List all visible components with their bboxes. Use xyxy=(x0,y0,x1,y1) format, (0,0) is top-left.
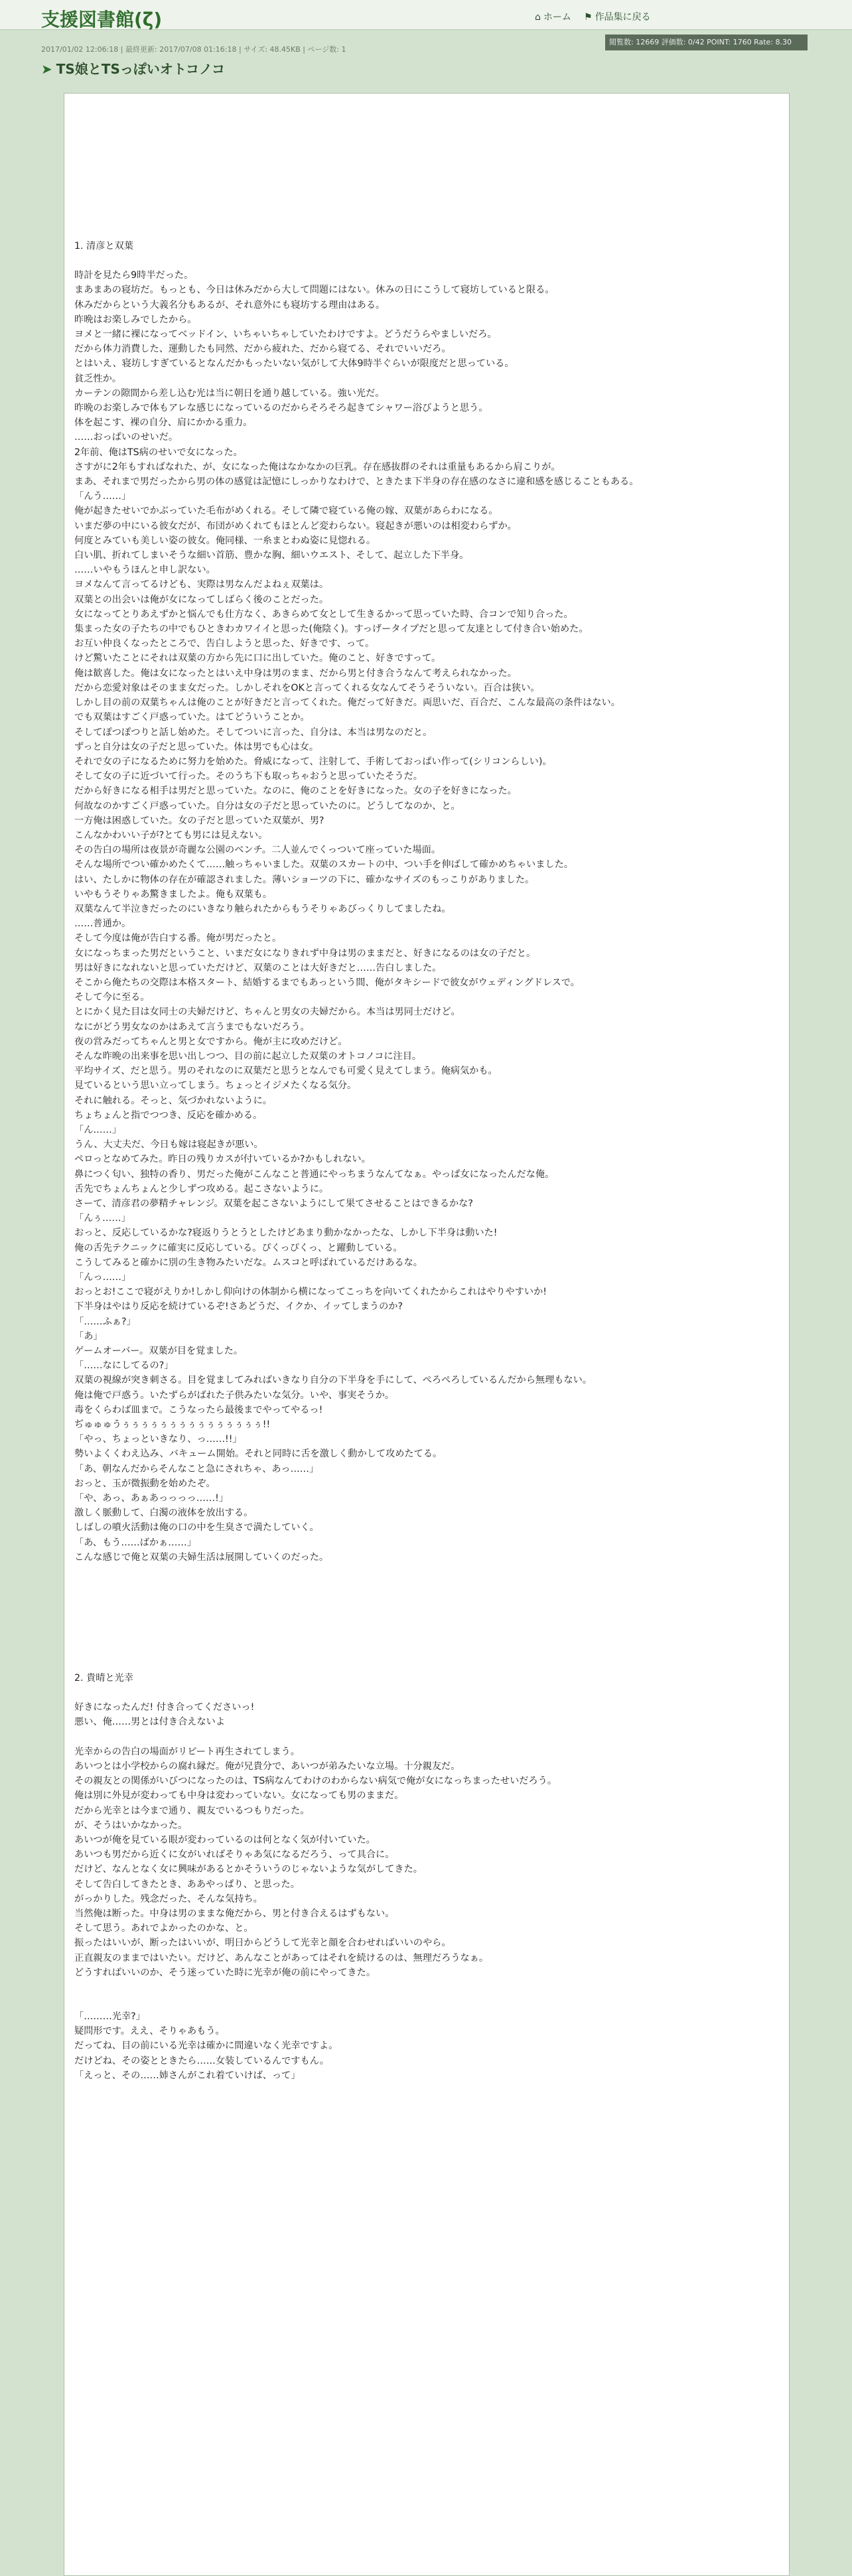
story-line: 「んぅ……」 xyxy=(74,1213,131,1224)
story-line: とにかく見た目は女同士の夫婦だけど、ちゃんと男女の夫婦だから。本当は男同士だけど。 xyxy=(74,1007,461,1018)
story-line: 双葉なんて半泣きだったのにいきなり触られたからもうそりゃあびっくりしてましたね。 xyxy=(74,903,451,914)
story-line: 悪い、俺……男とは付き合えないよ xyxy=(74,1717,226,1728)
story-line: 双葉の視線が突き刺さる。目を覚ましてみればいきなり自分の下半身を手にして、ぺろぺろしているんだから無理もない。 xyxy=(74,1375,593,1386)
story-line: まあまあの寝坊だ。もっとも、今日は休みだから大して問題にはない。休みの日にこうして寝坊していると限る。 xyxy=(74,285,555,296)
story-line: そして今度は俺が告白する番。俺が男だったと。 xyxy=(74,933,282,944)
story-line: 白い肌、折れてしまいそうな細い首筋、豊かな胸、細いウエスト、そして、起立した下半身。 xyxy=(74,550,469,561)
story-line: とはいえ、寝坊しすぎているとなんだかもったいない気がして大体9時半ぐらいが限度だと思っている。 xyxy=(74,358,514,370)
story-line: 当然俺は断った。中身は男のままな俺だから、男と付き合えるはずもない。 xyxy=(74,1908,395,1919)
story-line: そして告白してきたとき、ああやっぱり、と思った。 xyxy=(74,1879,300,1890)
story-line: だから恋愛対象はそのまま女だった。しかしそれをOKと言ってくれる女なんてそうそういない。百合は狭い。 xyxy=(74,682,540,693)
story-line: 昨晩のお楽しみで体もアレな感じになっているのだからそろそろ起きてシャワー浴びようと思う。 xyxy=(74,403,488,414)
story-line: ……いやもうほんと申し訳ない。 xyxy=(74,565,216,576)
story-line: 振ったはいいが、断ったはいいが、明日からどうして光幸と顔を合わせればいいのやら。 xyxy=(74,1938,451,1949)
story-line: そんな場所でつい確かめたくて……触っちゃいました。双葉のスカートの中、つい手を伸ばして確かめちゃいました。 xyxy=(74,859,573,871)
story-line: 俺が起きたせいでかぶっていた毛布がめくれる。そして隣で寝ている俺の嫁、双葉があらわになる。 xyxy=(74,506,498,517)
story-line: ゲームオーバー。双葉が目を覚ました。 xyxy=(74,1346,244,1357)
story-line: 「……なにしてるの?」 xyxy=(74,1360,174,1372)
chevron-right-icon: ➤ xyxy=(41,61,52,77)
story-line: 俺の舌先テクニックに確実に反応している。ぴくっぴくっ、と躍動している。 xyxy=(74,1242,403,1253)
story-line: 勢いよくくわえ込み、バキューム開始。それと同時に舌を激しく動かして攻めたてる。 xyxy=(74,1449,443,1460)
story-line: だから好きになる相手は男だと思っていた。なのに、俺のことを好きになった。女の子を好きになった。 xyxy=(74,786,517,797)
story-line: ペロっとなめてみた。昨日の残りカスが付いているか?かもしれない。 xyxy=(74,1154,371,1165)
story-line: 体を起こす、裸の自分、肩にかかる重力。 xyxy=(74,417,253,429)
story-line: それで女の子になるために努力を始めた。脅威になって、注射して、手術しておっぱい作って(シリコンらしい)。 xyxy=(74,756,552,767)
post-meta: 2017/01/02 12:06:18 | 最終更新: 2017/07/08 01:16:18 | サイズ: 48.45KB | ページ数: 1 xyxy=(41,45,346,54)
story-line: 俺は別に外見が変わっても中身は変わっていない。女になっても男のままだ。 xyxy=(74,1790,404,1802)
story-line: が、そうはいかなかった。 xyxy=(74,1820,188,1831)
story-line: 時計を見たら9時半だった。 xyxy=(74,270,194,281)
story-line: 疑問形です。ええ、そりゃあもう。 xyxy=(74,2026,225,2037)
story-line: あいつとは小学校からの腐れ縁だ。俺が兄貴分で、あいつが弟みたいな立場。十分親友だ。 xyxy=(74,1760,461,1772)
story-line: ヨメなんて言ってるけども、実際は男なんだよねぇ双葉は。 xyxy=(74,579,329,591)
document-title xyxy=(41,58,225,78)
story-line: 「あ、朝なんだからそんなこと急にされちゃ、あっ……」 xyxy=(74,1463,319,1474)
story-line: さすがに2年もすればなれた、が、女になった俺はなかなかの巨乳。存在感抜群のそれは重量もあるから肩こりが。 xyxy=(74,461,561,472)
back-to-collection-link[interactable] xyxy=(584,10,651,23)
story-line: しばしの噴火活動は俺の口の中を生臭さで満たしていく。 xyxy=(74,1522,319,1534)
story-line: こんな感じで俺と双葉の夫婦生活は展開していくのだった。 xyxy=(74,1551,329,1563)
story-line: どうすればいいのか、そう迷っていた時に光幸が俺の前にやってきた。 xyxy=(74,1967,376,1978)
site-title[interactable]: 支援図書館(ζ) xyxy=(41,9,163,31)
story-line: ぢゅゅゅうぅぅぅぅぅぅぅぅぅぅぅぅぅぅぅ!! xyxy=(74,1419,271,1431)
story-line: 光幸からの告白の場面がリピート再生されてしまう。 xyxy=(74,1746,300,1757)
story-line: そしてぽつぽつりと話し始めた。そしてついに言った、自分は、本当は男なのだと。 xyxy=(74,727,433,738)
story-line: あいつも男だから近くに女がいればそりゃあ気になるだろう、って具合に。 xyxy=(74,1849,395,1861)
story-line: 「………光幸?」 xyxy=(74,2011,145,2022)
story-line: しかし目の前の双葉ちゃんは俺のことが好きだと言ってくれた。俺だって好きだ。両思いだ、百合だ、こんな最高の条件はない。 xyxy=(74,697,620,709)
home-link-label: ホーム xyxy=(543,12,571,23)
story-line: さーて、清彦君の夢精チャレンジ。双葉を起こさないようにして果てさせることはできるかな? xyxy=(74,1198,473,1209)
story-line: 正直親友のままではいたい。だけど、あんなことがあってはそれを続けるのは、無理だろうなぁ。 xyxy=(74,1952,489,1964)
story-line: ……普通か。 xyxy=(74,918,131,930)
story-line: だから光幸とは今まで通り、親友でいるつもりだった。 xyxy=(74,1805,310,1816)
story-line: はい、たしかに物体の存在が確認されました。薄いショーツの下に、確かなサイズのもっこりがありました。 xyxy=(74,874,535,885)
story-line: なにがどう男女なのかはあえて言うまでもないだろう。 xyxy=(74,1021,310,1033)
story-line: だけどね、その姿とときたら……女装しているんですもん。 xyxy=(74,2055,329,2066)
story-line: 毒をくらわば皿まで。こうなったら最後までやってやるっ! xyxy=(74,1404,323,1415)
story-line: 双葉との出会いは俺が女になってしばらく後のことだった。 xyxy=(74,594,329,605)
story-line: 下半身はやはり反応を続けているぞ!さあどうだ、イクか、イッてしまうのか? xyxy=(74,1301,403,1313)
story-line: 「や、あっ、あぁあっっっっ……!」 xyxy=(74,1493,228,1504)
story-line: 女になってとりあえずかと悩んでも仕方なく、あきらめて女として生きるかって思っていた時、合コンで知り合った。 xyxy=(74,608,573,620)
story-line: 好きになったんだ! 付き合ってくださいっ! xyxy=(74,1702,255,1713)
story-line: だから体力消費した、運動したも同然、だから疲れた、だから寝てる、それでいいだろ。 xyxy=(74,344,451,355)
story-line: お互い仲良くなったところで、告白しようと思った、好きです、って。 xyxy=(74,638,375,650)
story-line: 俺は俺で戸惑う。いたずらがばれた子供みたいな気分。いや、事実そうか。 xyxy=(74,1390,395,1401)
story-line: そして思う。あれでよかったのかな、と。 xyxy=(74,1923,253,1934)
story-line: 女になっちまった男だということ、いまだ女になりきれず中身は男のままだと、好きになるのは女の子だと。 xyxy=(74,948,536,959)
story-line: カーテンの隙間から差し込む光は当に朝日を通り越している。強い光だ。 xyxy=(74,388,385,399)
story-line: 「あ、もう……ばかぁ……」 xyxy=(74,1537,196,1548)
story-line: だけど、なんとなく女に興味があるとかそういうのじゃないような気がしてきた。 xyxy=(74,1864,423,1875)
story-content xyxy=(74,239,778,2083)
story-line: けど驚いたことにそれは双葉の方から先に口に出していた。俺のこと、好きですって。 xyxy=(74,653,441,664)
story-line: 見ているという思い立ってしまう。ちょっとイジメたくなる気分。 xyxy=(74,1080,357,1092)
story-line: 「んっ……」 xyxy=(74,1272,131,1283)
story-line: 夜の営みだってちゃんと男と女ですから。俺が主に攻めだけど。 xyxy=(74,1036,348,1047)
story-line: そんな昨晩の出来事を思い出しつつ、目の前に起立した双葉のオトコノコに注目。 xyxy=(74,1050,422,1062)
stats-bar: 閲覧数: 12669 評価数: 0/42 POINT: 1760 Rate: 8.30 xyxy=(605,35,808,50)
story-line: あいつが俺を見ている眼が変わっているのは何となく気が付いていた。 xyxy=(74,1834,376,1845)
top-bar xyxy=(0,0,852,30)
story-line: 何度とみていも美しい姿の彼女。俺同様、一糸まとわぬ姿に見惚れる。 xyxy=(74,535,376,546)
story-line: まあ、それまで男だったから男の体の感覚は記憶にしっかりなわけで、ときたま下半身の存在感のなさに違和感を感じることもある。 xyxy=(74,476,639,488)
story-line: 「……ふぁ?」 xyxy=(74,1316,136,1327)
story-line: おっと、玉が微振動を始めたぞ。 xyxy=(74,1478,216,1489)
section-heading: 1. 清彦と双葉 xyxy=(74,241,133,251)
story-line: 「あ」 xyxy=(74,1330,103,1342)
story-line: そこから俺たちの交際は本格スタート、結婚するまでもあっという間、俺がタキシードで彼女がウェディングドレスで。 xyxy=(74,977,580,988)
back-link-label: 作品集に戻る xyxy=(595,12,651,23)
story-line: ちょちょんと指でつつき、反応を確かめる。 xyxy=(74,1109,263,1121)
story-line: 一方俺は困惑していた。女の子だと思っていた双葉が、男? xyxy=(74,815,324,826)
story-line: 俺は歓喜した。俺は女になったとはいえ中身は男のまま、だから男と付き合うなんて考えられなかった。 xyxy=(74,668,517,679)
story-line: いやもうそりゃあ驚きましたよ。俺も双葉も。 xyxy=(74,889,272,900)
story-line: 2年前、俺はTS病のせいで女になった。 xyxy=(74,447,243,458)
story-line: その親友との関係がいびつになったのは、TS病なんてわけのわからない病気で俺が女になっちまったせいだろう。 xyxy=(74,1776,557,1787)
story-line: 「えっと、その……姉さんがこれ着ていけば、って」 xyxy=(74,2070,301,2081)
story-line: その告白の場所は夜景が奇麗な公園のベンチ。二人並んでくっついて座っていた場面。 xyxy=(74,845,441,856)
story-line: 休みだからという大義名分もあるが、それ意外にも寝坊する理由はある。 xyxy=(74,299,386,311)
flag-icon: ⚑ xyxy=(584,12,593,23)
story-line: 貧乏性か。 xyxy=(74,373,121,384)
story-line: おっと、反応しているかな?寝返りうとうとしたけどあまり動かなかったな、しかし下半身は動いた! xyxy=(74,1228,498,1239)
story-line: こうしてみると確かに別の生き物みたいだな。ムスコと呼ばれているだけあるな。 xyxy=(74,1257,423,1268)
story-line: いまだ夢の中にいる彼女だが、布団がめくれてもほとんど変わらない。寝起きが悪いのは相変わらずか。 xyxy=(74,520,517,532)
home-link[interactable] xyxy=(535,10,571,23)
story-line: 「やっ、ちょっといきなり、っ……!!」 xyxy=(74,1434,242,1445)
section-heading: 2. 貴晴と光幸 xyxy=(74,1673,133,1684)
house-icon: ⌂ xyxy=(535,12,541,23)
story-line: 「ん……」 xyxy=(74,1124,121,1135)
story-line: 集まった女の子たちの中でもひときわカワイイと思った(俺陰く)。すっげータイプだと思って友達として付き合い始めた。 xyxy=(74,624,589,635)
story-line: ずっと自分は女の子だと思っていた。体は男でも心は女。 xyxy=(74,741,319,752)
story-line: ……おっぱいのせいだ。 xyxy=(74,432,178,443)
document-title-text: TS娘とTSっぽいオトコノコ xyxy=(56,61,226,77)
story-line: 鼻につく匂い、独特の香り、男だった俺がこんなこと普通にやっちまうなんてなぁ。やっぱ女になったんだな俺。 xyxy=(74,1169,555,1180)
story-line: うん、大丈夫だ、今日も嫁は寝起きが悪い。 xyxy=(74,1139,263,1151)
story-line: それに触れる。そっと、気づかれないように。 xyxy=(74,1095,272,1106)
story-line: こんなかわいい子が?とても男には見えない。 xyxy=(74,829,268,841)
story-line: でも双葉はすごく戸惑っていた。はてどういうことか。 xyxy=(74,712,310,723)
story-line: がっかりした。残念だった、そんな気持ち。 xyxy=(74,1893,263,1904)
story-line: ヨメと一緒に裸になってベッドイン、いちゃいちゃしていたわけですよ。どうだうらやましいだろ。 xyxy=(74,329,497,340)
story-line: そして女の子に近づいて行った。そのうち下も取っちゃおうと思っていたそうだ。 xyxy=(74,771,423,782)
story-line: そして今に至る。 xyxy=(74,992,150,1003)
story-line: 平均サイズ、だと思う。男のそれなのに双葉だと思うとなんでも可愛く見えてしまう。俺病気かも。 xyxy=(74,1066,498,1077)
story-line: 激しく脈動して、白濁の液体を放出する。 xyxy=(74,1508,253,1519)
story-line: 男は好きになれないと思っていただけど、双葉のことは大好きだと……告白しました。 xyxy=(74,962,442,973)
story-line: だってね、目の前にいる光幸は確かに間違いなく光幸ですよ。 xyxy=(74,2040,338,2052)
story-line: 何故なのかすごく戸惑っていた。自分は女の子だと思っていたのに。どうしてなのか、と。 xyxy=(74,800,461,812)
story-line: 昨晩はお楽しみでしたから。 xyxy=(74,314,197,325)
story-line: おっとお!ここで寝がえりか!しかし仰向けの体制から横になってこっちを向いてくれたからこれはやりやすいか! xyxy=(74,1287,547,1298)
story-line: 舌先でちょんちょんと少しずつ攻める。起こさないように。 xyxy=(74,1183,329,1194)
story-line: 「んう……」 xyxy=(74,491,131,502)
